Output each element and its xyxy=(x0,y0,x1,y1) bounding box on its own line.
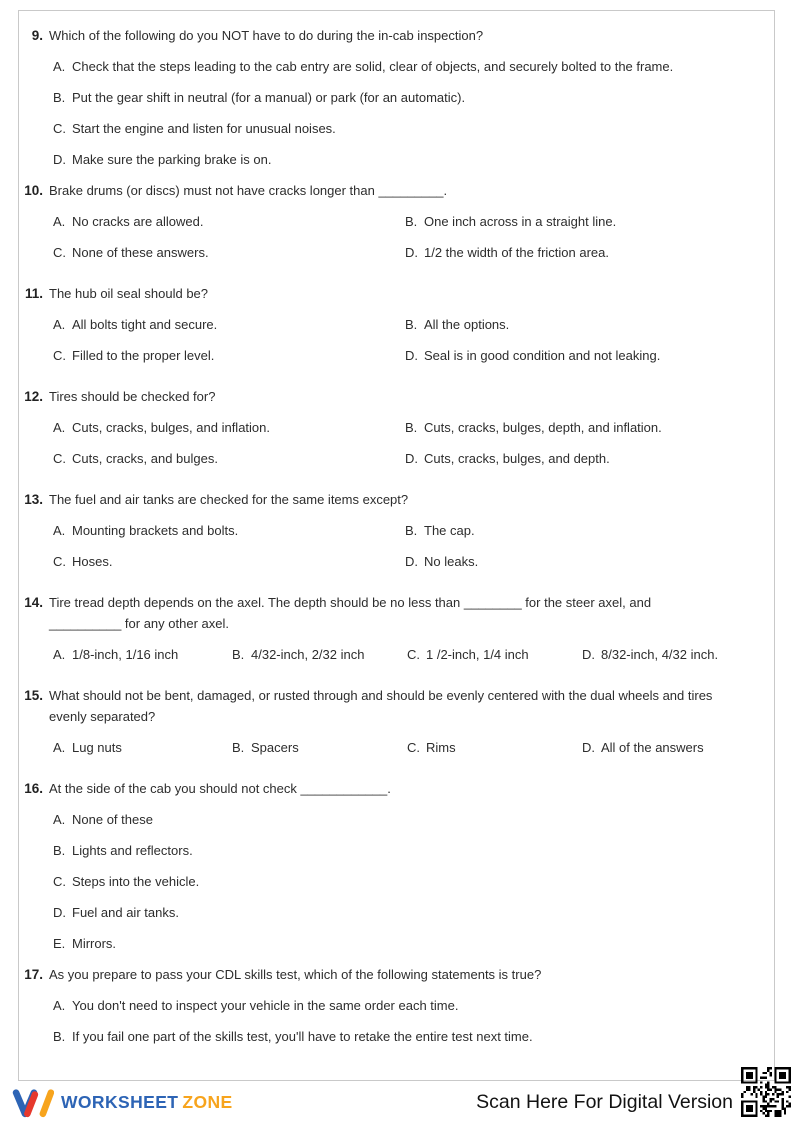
question-block xyxy=(23,964,764,1047)
question-text: Which of the following do you NOT have to do during the in-cab inspection? xyxy=(49,28,484,43)
option-text: Cuts, cracks, bulges, depth, and inflation. xyxy=(424,420,662,435)
option-label: A. xyxy=(53,647,66,662)
option-row xyxy=(53,995,764,1016)
option-row xyxy=(405,520,764,541)
option-text: All bolts tight and secure. xyxy=(72,317,218,332)
question-number: 13. xyxy=(24,492,43,507)
option-label: B. xyxy=(405,214,418,229)
option-text: Start the engine and listen for unusual noises. xyxy=(72,121,336,136)
option-row xyxy=(405,211,764,232)
question-block xyxy=(23,386,764,479)
qr-code-icon xyxy=(741,1067,791,1117)
question-text: Tires should be checked for? xyxy=(49,389,216,404)
option-text: Make sure the parking brake is on. xyxy=(72,152,272,167)
option-row xyxy=(53,871,764,892)
question-block xyxy=(23,25,764,170)
option-row xyxy=(53,314,405,335)
option-row xyxy=(407,737,582,758)
option-text: Filled to the proper level. xyxy=(72,348,215,363)
option-label: D. xyxy=(405,348,418,363)
option-text: Put the gear shift in neutral (for a manual) or park (for an automatic). xyxy=(72,90,466,105)
option-row xyxy=(53,149,764,170)
option-text: 1/2 the width of the friction area. xyxy=(424,245,609,260)
question-block xyxy=(23,778,764,954)
question-head xyxy=(23,386,764,407)
question-number: 12. xyxy=(24,389,43,404)
option-row xyxy=(53,118,764,139)
option-label: A. xyxy=(53,420,66,435)
option-text: Lug nuts xyxy=(72,740,122,755)
option-row xyxy=(53,737,232,758)
option-label: D. xyxy=(53,905,66,920)
option-label: A. xyxy=(53,59,66,74)
option-text: Cuts, cracks, and bulges. xyxy=(72,451,218,466)
option-list xyxy=(53,809,764,954)
question-list xyxy=(23,25,764,1047)
option-row xyxy=(405,448,764,469)
option-row xyxy=(405,417,764,438)
question-head xyxy=(23,25,764,46)
option-label: B. xyxy=(405,317,418,332)
option-text: The cap. xyxy=(424,523,475,538)
option-text: 1 /2-inch, 1/4 inch xyxy=(426,647,529,662)
option-list xyxy=(53,56,764,170)
option-label: C. xyxy=(53,874,66,889)
option-row xyxy=(53,809,764,830)
option-text: 1/8-inch, 1/16 inch xyxy=(72,647,179,662)
option-row xyxy=(53,520,405,541)
option-text: Mounting brackets and bolts. xyxy=(72,523,239,538)
option-text: Cuts, cracks, bulges, and inflation. xyxy=(72,420,270,435)
option-text: 8/32-inch, 4/32 inch. xyxy=(601,647,719,662)
option-label: D. xyxy=(582,647,595,662)
question-block xyxy=(23,592,764,675)
option-label: D. xyxy=(582,740,595,755)
question-text: At the side of the cab you should not check ____________. xyxy=(49,781,391,796)
option-text: Steps into the vehicle. xyxy=(72,874,200,889)
option-row xyxy=(582,644,764,665)
worksheetzone-logo-icon xyxy=(12,1087,54,1119)
option-label: C. xyxy=(407,647,420,662)
option-list xyxy=(53,520,764,582)
option-label: D. xyxy=(405,245,418,260)
option-text: If you fail one part of the skills test, you'll have to retake the entire test next time. xyxy=(72,1029,533,1044)
question-head xyxy=(23,778,764,799)
question-text: The hub oil seal should be? xyxy=(49,286,209,301)
option-row xyxy=(405,242,764,263)
option-list xyxy=(53,417,764,479)
question-number: 11. xyxy=(24,286,43,301)
option-label: B. xyxy=(232,740,245,755)
question-block xyxy=(23,283,764,376)
option-list xyxy=(53,211,764,273)
question-head xyxy=(23,592,764,634)
option-row xyxy=(407,644,582,665)
option-list xyxy=(53,737,764,768)
option-label: C. xyxy=(53,348,66,363)
option-row xyxy=(53,840,764,861)
question-block xyxy=(23,685,764,768)
option-row xyxy=(53,211,405,232)
option-text: Mirrors. xyxy=(72,936,117,951)
option-row xyxy=(232,644,407,665)
option-row xyxy=(53,902,764,923)
question-block xyxy=(23,489,764,582)
option-label: D. xyxy=(405,554,418,569)
option-list xyxy=(53,995,764,1047)
option-text: Spacers xyxy=(251,740,299,755)
question-text: Tire tread depth depends on the axel. The depth should be no less than ________ for the steer axel, and __________ for any other axel. xyxy=(49,595,652,631)
option-label: A. xyxy=(53,317,66,332)
option-label: B. xyxy=(405,523,418,538)
option-text: No cracks are allowed. xyxy=(72,214,204,229)
question-number: 10. xyxy=(24,183,43,198)
option-row xyxy=(405,551,764,572)
brand-word-worksheet: WORKSHEET xyxy=(61,1092,179,1112)
option-text: Check that the steps leading to the cab entry are solid, clear of objects, and securely bolted to the frame. xyxy=(72,59,674,74)
option-label: B. xyxy=(405,420,418,435)
option-text: Seal is in good condition and not leaking. xyxy=(424,348,661,363)
option-label: A. xyxy=(53,523,66,538)
option-text: Fuel and air tanks. xyxy=(72,905,179,920)
option-label: C. xyxy=(53,554,66,569)
worksheetzone-logo xyxy=(12,1087,233,1119)
option-label: E. xyxy=(53,936,66,951)
option-row xyxy=(53,448,405,469)
option-label: A. xyxy=(53,812,66,827)
question-number: 9. xyxy=(31,28,43,43)
question-head xyxy=(23,685,764,727)
question-head xyxy=(23,283,764,304)
question-number: 17. xyxy=(24,967,43,982)
option-label: C. xyxy=(53,245,66,260)
option-text: Lights and reflectors. xyxy=(72,843,193,858)
option-text: Cuts, cracks, bulges, and depth. xyxy=(424,451,610,466)
option-row xyxy=(53,551,405,572)
worksheet-border-box xyxy=(18,10,775,1081)
option-row xyxy=(53,644,232,665)
question-text: What should not be bent, damaged, or rusted through and should be evenly centered with the dual wheels and tires evenly separated? xyxy=(49,688,713,724)
option-text: 4/32-inch, 2/32 inch xyxy=(251,647,365,662)
option-label: B. xyxy=(232,647,245,662)
question-block xyxy=(23,180,764,273)
option-text: One inch across in a straight line. xyxy=(424,214,617,229)
option-label: C. xyxy=(53,451,66,466)
option-label: A. xyxy=(53,998,66,1013)
question-text: Brake drums (or discs) must not have cracks longer than _________. xyxy=(49,183,448,198)
option-row xyxy=(53,1026,764,1047)
option-row xyxy=(405,314,764,335)
option-text: None of these xyxy=(72,812,153,827)
option-list xyxy=(53,644,764,675)
option-label: C. xyxy=(407,740,420,755)
footer xyxy=(0,1083,793,1122)
question-number: 16. xyxy=(24,781,43,796)
option-text: No leaks. xyxy=(424,554,479,569)
brand-word-zone: ZONE xyxy=(182,1092,233,1112)
option-label: B. xyxy=(53,843,66,858)
option-label: A. xyxy=(53,214,66,229)
option-list xyxy=(53,314,764,376)
scan-here-label: Scan Here For Digital Version xyxy=(476,1091,733,1113)
option-row xyxy=(53,242,405,263)
question-head xyxy=(23,489,764,510)
option-text: Hoses. xyxy=(72,554,113,569)
option-row xyxy=(53,345,405,366)
option-text: All the options. xyxy=(424,317,510,332)
option-label: A. xyxy=(53,740,66,755)
option-row xyxy=(53,417,405,438)
question-number: 14. xyxy=(24,595,43,610)
option-label: D. xyxy=(53,152,66,167)
question-head xyxy=(23,180,764,201)
option-row xyxy=(53,87,764,108)
question-head xyxy=(23,964,764,985)
question-number: 15. xyxy=(24,688,43,703)
option-row xyxy=(53,933,764,954)
option-label: B. xyxy=(53,90,66,105)
option-row xyxy=(405,345,764,366)
option-text: Rims xyxy=(426,740,456,755)
question-text: The fuel and air tanks are checked for the same items except? xyxy=(49,492,409,507)
option-row xyxy=(53,56,764,77)
option-label: B. xyxy=(53,1029,66,1044)
option-label: C. xyxy=(53,121,66,136)
option-text: None of these answers. xyxy=(72,245,209,260)
option-row xyxy=(582,737,764,758)
question-text: As you prepare to pass your CDL skills test, which of the following statements is true? xyxy=(49,967,542,982)
option-label: D. xyxy=(405,451,418,466)
option-text: All of the answers xyxy=(601,740,704,755)
option-text: You don't need to inspect your vehicle in the same order each time. xyxy=(72,998,459,1013)
option-row xyxy=(232,737,407,758)
